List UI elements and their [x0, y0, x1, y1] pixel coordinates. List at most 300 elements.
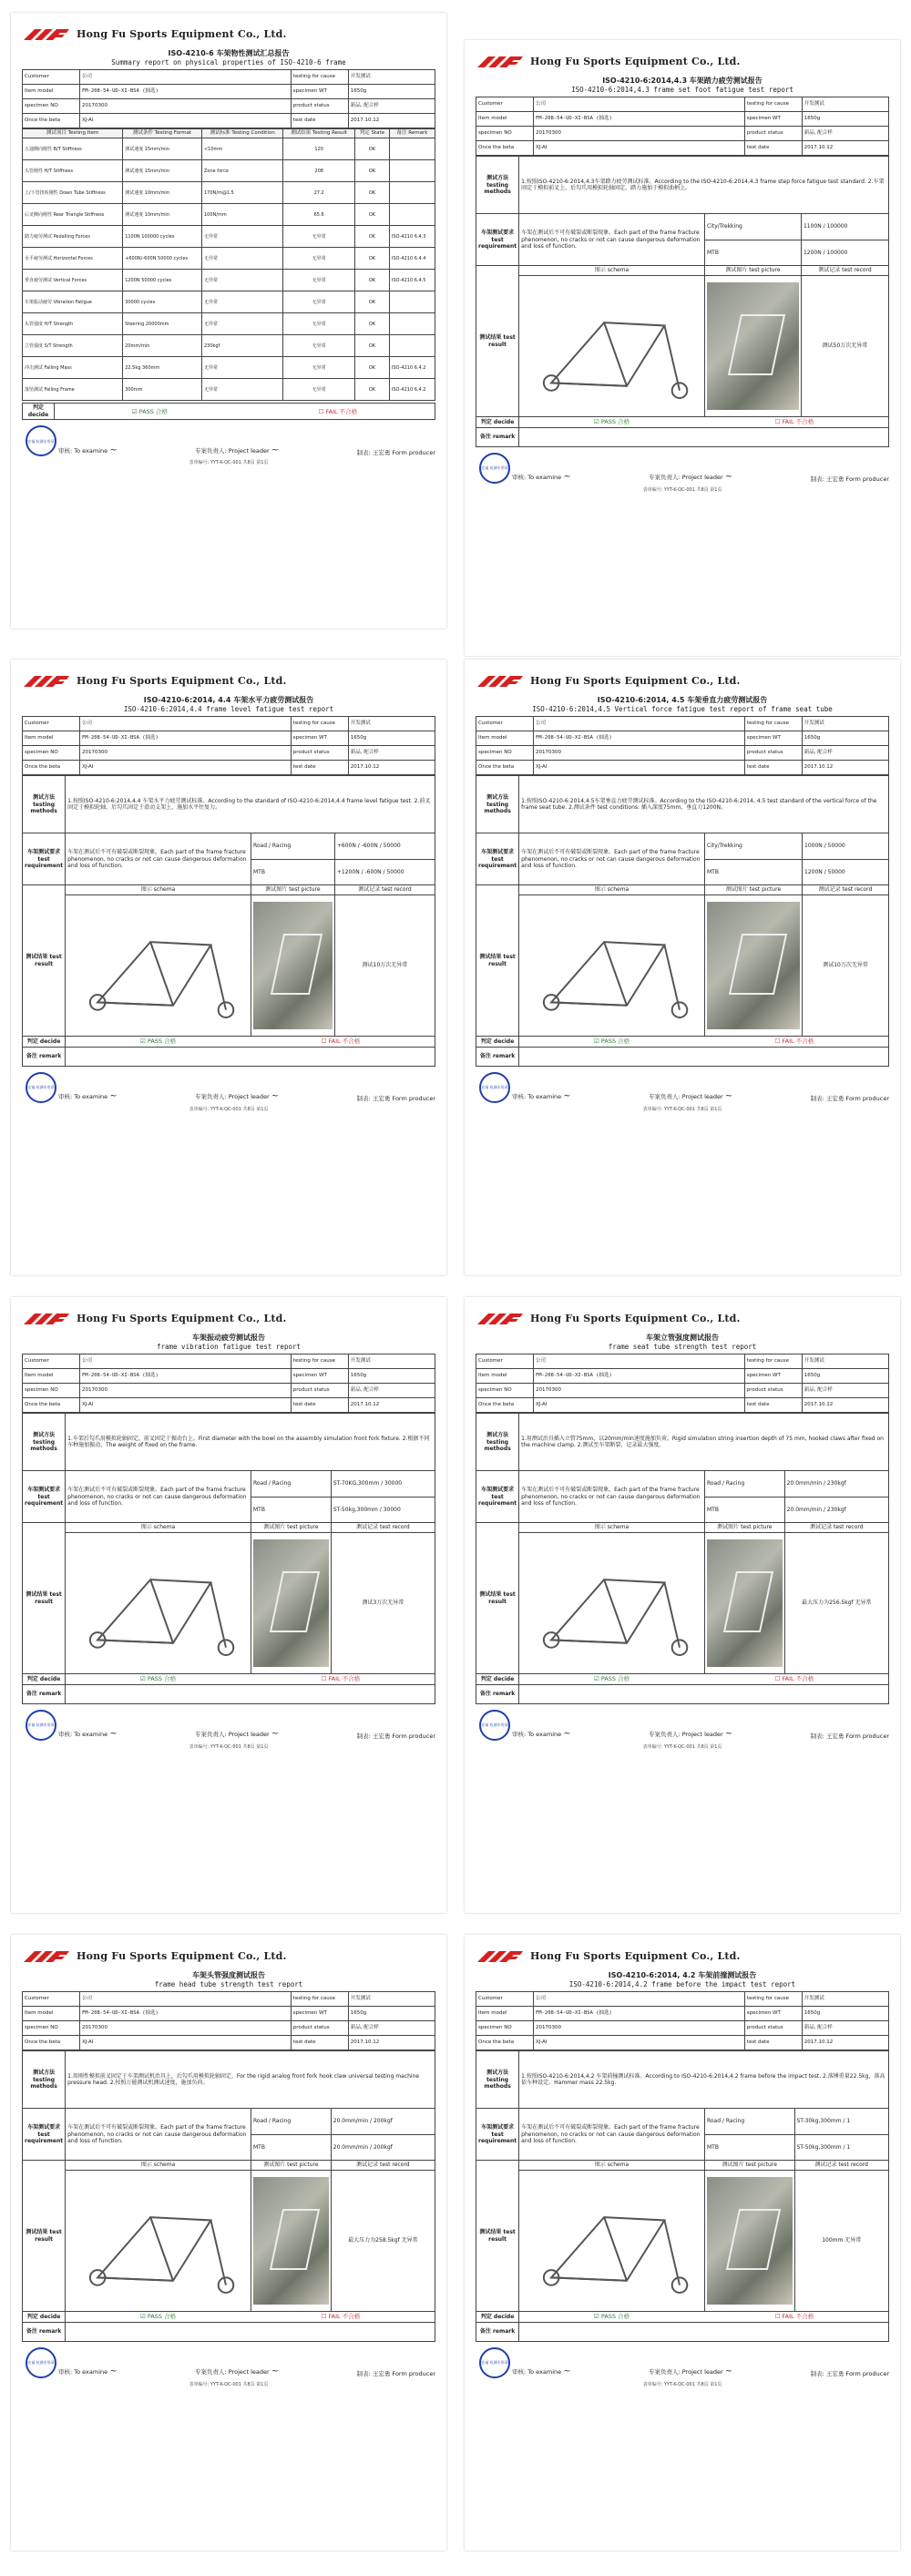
- report-title-cn: ISO-4210-6:2014, 4.2 车架前撞测试报告: [608, 1971, 757, 1979]
- methods-label: 测试方法 testing methods: [30, 794, 57, 815]
- model-value: FM-208-54-UD-XI-BSA (抽选): [536, 735, 612, 741]
- report-sheet-3: [11, 659, 446, 1275]
- pass-label: PASS 合格: [600, 1675, 630, 1683]
- requirement-text: 车架在测试后不可有破裂或断裂现象。Each part of the frame fracture phenomenon, no cracks or not can cause dangerous deformation and loss of function.: [521, 1487, 701, 1508]
- schema-label: 图示 schema: [594, 886, 630, 894]
- report-title-cn: 车架立管强度测试报告: [646, 1334, 719, 1342]
- form-footer: 表单编号: YYT-K-QC-001 共8页 第1页: [642, 1743, 722, 1750]
- leader-label: 专案负责人: Project leader: [195, 2368, 270, 2376]
- record-load: 1100N: [803, 223, 822, 230]
- record-cycles: 50000: [827, 843, 845, 850]
- record-load: ST-50kg,300mm: [333, 1506, 378, 1513]
- fail-checkbox: ☐ FAIL 不合格: [774, 418, 814, 426]
- summary-cell: 立管强度 S/T Strength: [25, 342, 73, 349]
- no-label: specimen NO: [25, 750, 58, 756]
- fail-label: FAIL 不合格: [328, 1675, 361, 1683]
- summary-cell: OK: [368, 233, 376, 240]
- leader-signature: ~: [271, 1091, 280, 1101]
- stamp-text: 宏福 检测专用章: [481, 1722, 508, 1727]
- report-sheet-6: [465, 1297, 900, 1913]
- summary-cell: 后叉侧向刚性 Rear Triangle Stiffness: [25, 211, 105, 218]
- stamp-text: 宏福 检测专用章: [27, 1085, 55, 1089]
- wt-value: 1650g: [350, 1373, 367, 1379]
- date-label: test date: [746, 145, 770, 151]
- inspection-stamp: [26, 1072, 56, 1103]
- summary-header: 测试标准 Testing Condition: [210, 130, 275, 137]
- fail-label: FAIL 不合格: [782, 2313, 814, 2321]
- report-title-cn: 车架振动疲劳测试报告: [192, 1334, 265, 1342]
- record-cycles: 30000: [383, 1506, 401, 1513]
- test-photo: [707, 902, 800, 1029]
- no-label: specimen NO: [25, 1387, 58, 1394]
- status-label: product status: [746, 130, 783, 137]
- customer-value: 公司: [536, 1358, 547, 1365]
- cause-value: 开发测试: [350, 1996, 371, 2002]
- wt-value: 1650g: [804, 1373, 821, 1379]
- status-label: product status: [292, 1387, 330, 1394]
- remark-label: 备注 remark: [26, 2327, 62, 2335]
- test-photo: [707, 282, 799, 410]
- record-cat: MTB: [252, 2143, 265, 2151]
- require-label: 车架测试要求 test requirement: [25, 2124, 64, 2145]
- report-title-cn: ISO-4210-6:2014, 4.4 车架水平力疲劳测试报告: [143, 696, 314, 704]
- stamp-text: 宏福 检测专用章: [481, 2360, 508, 2365]
- summary-cell: 100N/mm: [203, 211, 227, 218]
- inspection-stamp: [479, 1072, 510, 1103]
- summary-cell: 无异常: [312, 386, 326, 393]
- pass-checkbox: ☑ PASS 合格: [139, 2313, 177, 2321]
- beta-label: Once the beta: [478, 764, 515, 771]
- requirement-text: 车架在测试后不可有破裂或断裂现象。Each part of the frame fracture phenomenon, no cracks or not can cause dangerous deformation and loss of function.: [67, 1487, 247, 1508]
- leader-label: 专案负责人: Project leader: [649, 474, 723, 481]
- methods-label: 测试方法 testing methods: [30, 2070, 57, 2090]
- summary-row: [23, 357, 435, 379]
- record-cycles: 50000: [827, 868, 845, 875]
- status-value: 新品, 配合样: [350, 103, 379, 109]
- examiner-signature: ~: [563, 1091, 571, 1101]
- form-footer: 表单编号: YYT-K-QC-001 共8页 第1页: [642, 2381, 722, 2387]
- model-value: FM-208-54-UD-XI-BSA (抽选): [82, 88, 159, 95]
- require-label: 车架测试要求 test requirement: [25, 849, 64, 870]
- fail-label: FAIL 不合格: [782, 418, 814, 426]
- result-label: 测试结果 test result: [479, 1591, 516, 1605]
- examine-label: 审核: To examine: [58, 2368, 108, 2376]
- report-title-en: frame head tube strength test report: [154, 1980, 303, 1988]
- no-value: 20170300: [536, 130, 561, 137]
- summary-cell: 120: [314, 146, 323, 152]
- summary-row: [23, 204, 435, 226]
- signature-block: [22, 2347, 435, 2378]
- beta-label: Once the beta: [25, 1402, 61, 1408]
- report-title-en: frame seat tube strength test report: [608, 1343, 757, 1351]
- summary-cell: Steering 20000mm: [125, 321, 169, 327]
- record-cycles: 100000: [826, 223, 848, 230]
- beta-label: Once the beta: [25, 2039, 61, 2046]
- status-value: 新品, 配合样: [804, 130, 833, 137]
- signature-block: [476, 2347, 889, 2378]
- form-footer: 表单编号: YYT-K-QC-001 共8页 第1页: [189, 1743, 269, 1750]
- decide-label: 判定 decide: [26, 1675, 61, 1682]
- signature-block: [476, 1710, 889, 1741]
- no-value: 20170300: [536, 2025, 561, 2031]
- schema-label: 图示 schema: [594, 2162, 630, 2169]
- frame-schema-drawing: [67, 1534, 249, 1671]
- summary-cell: 208: [314, 168, 323, 174]
- stamp-text: 宏福 检测专用章: [27, 1722, 55, 1727]
- summary-header: 备注 Remark: [396, 130, 428, 137]
- summary-cell: OK: [368, 321, 376, 327]
- date-value: 2017.10.12: [350, 118, 380, 124]
- summary-cell: 测试速度 10mm/min: [125, 211, 169, 218]
- producer-label: 制表: 王宏勇 Form producer: [356, 1095, 435, 1103]
- summary-row: [23, 138, 435, 160]
- status-value: 新品, 配合样: [350, 750, 379, 756]
- decide-label: 判定 decide: [26, 1038, 61, 1045]
- date-label: test date: [292, 118, 316, 124]
- summary-cell: 300mm: [125, 386, 143, 393]
- wt-label: specimen WT: [292, 2010, 327, 2017]
- info-table: [22, 716, 435, 775]
- cause-value: 开发测试: [804, 101, 824, 107]
- customer-value: 公司: [82, 74, 93, 80]
- frame-schema-drawing: [521, 896, 702, 1033]
- examiner-signature: ~: [563, 2366, 571, 2377]
- summary-cell: 22.5kg 360mm: [125, 364, 160, 371]
- require-label: 车架测试要求 test requirement: [478, 2124, 517, 2145]
- report-sheet-5: [11, 1297, 446, 1913]
- no-value: 20170300: [82, 750, 107, 756]
- hf-logo: [476, 1310, 525, 1328]
- record-cat: MTB: [706, 2143, 719, 2151]
- report-title-cn: ISO-4210-6:2014, 4.5 车架垂直力疲劳测试报告: [597, 696, 768, 704]
- model-value: FM-208-54-UD-XI-BSA (抽选): [536, 2010, 612, 2017]
- summary-cell: 20mm/min: [125, 342, 150, 349]
- model-value: FM-208-54-UD-XI-BSA (抽选): [82, 735, 159, 741]
- summary-cell: 无异常: [203, 299, 218, 305]
- info-table: [22, 69, 435, 128]
- leader-signature: ~: [271, 1729, 280, 1739]
- record-label: 测试记录 test record: [356, 1524, 410, 1531]
- hf-logo: [22, 1947, 71, 1966]
- pass-label: PASS 合格: [138, 407, 168, 415]
- require-label: 车架测试要求 test requirement: [478, 230, 517, 250]
- report-title-cn: ISO-4210-6 车架物性测试汇总报告: [168, 49, 290, 57]
- summary-cell: 无异常: [312, 233, 326, 240]
- record-cycles: 230kgf: [826, 1506, 846, 1513]
- wt-value: 1650g: [350, 88, 367, 95]
- record-cycles: 30000: [384, 1480, 403, 1487]
- methods-label: 测试方法 testing methods: [484, 2070, 511, 2090]
- record-load: 1000N: [804, 843, 823, 850]
- picture-label: 测试图片 test picture: [263, 2162, 319, 2169]
- leader-signature: ~: [271, 445, 280, 455]
- summary-cell: 无异常: [203, 255, 218, 261]
- fail-label: FAIL 不合格: [328, 1038, 361, 1046]
- method-text: 1.按照ISO-4210-6:2014,4.2 车架前撞测试标准。According to ISO-4210-6:2014,4.2 frame before the impact test. 2.落锤重量22.5kg，落高依车种设定。Hammer mass 22.5kg.: [521, 2072, 885, 2087]
- record-load: ST-30kg,300mm: [796, 2118, 842, 2125]
- summary-header: 判定 State: [359, 130, 385, 137]
- beta-value: XJ-AI: [82, 2039, 94, 2046]
- cause-value: 开发测试: [804, 721, 824, 727]
- summary-cell: 落坠测试 Falling Frame: [25, 386, 75, 393]
- examine-label: 审核: To examine: [512, 1731, 562, 1738]
- result-label: 测试结果 test result: [479, 954, 516, 967]
- producer-label: 制表: 王宏勇 Form producer: [810, 1095, 889, 1103]
- decide-label: 判定 decide: [480, 1038, 515, 1045]
- record-cycles: 1: [846, 2143, 851, 2151]
- test-photo: [707, 1539, 783, 1667]
- inspection-stamp: [479, 453, 510, 484]
- summary-cell: 头管刚性 H/T Stiffness: [25, 168, 74, 174]
- cause-value: 开发测试: [804, 1996, 824, 2002]
- hf-logo: [476, 672, 525, 690]
- signature-block: [476, 453, 889, 484]
- record-cat: City/Trekking: [706, 843, 742, 850]
- record-cycles: 200kgf: [373, 2118, 393, 2125]
- record-load: 20.0mm/min: [333, 2143, 369, 2151]
- pass-label: PASS 合格: [147, 2313, 177, 2321]
- date-label: test date: [746, 1402, 770, 1408]
- summary-cell: 踏力疲劳测试 Pedalling Forces: [25, 233, 90, 240]
- record-result-text: 测试10万次无异常: [362, 962, 408, 969]
- picture-label: 测试图片 test picture: [722, 2162, 777, 2169]
- remark-label: 备注 remark: [479, 433, 516, 440]
- no-value: 20170300: [82, 103, 107, 109]
- leader-label: 专案负责人: Project leader: [195, 446, 270, 455]
- result-label: 测试结果 test result: [479, 2229, 516, 2243]
- no-label: specimen NO: [478, 130, 512, 137]
- date-value: 2017.10.12: [804, 764, 834, 771]
- status-label: product status: [746, 750, 783, 756]
- report-title-en: ISO-4210-6:2014,4.5 Vertical force fatigue test report of frame seat tube: [532, 705, 833, 713]
- sheet-header: [22, 1944, 435, 1969]
- date-label: test date: [746, 2039, 770, 2046]
- wt-value: 1650g: [804, 2010, 821, 2017]
- report-title-en: ISO-4210-6:2014,4.3 frame set foot fatigue test report: [571, 86, 793, 94]
- summary-cell: <10mm: [203, 146, 223, 152]
- sheet-header: [22, 1306, 435, 1332]
- record-cat: Road / Racing: [252, 2118, 292, 2125]
- schema-label: 图示 schema: [594, 267, 630, 274]
- summary-cell: 无异常: [203, 277, 218, 283]
- report-title-cn: 车架头管强度测试报告: [192, 1971, 265, 1979]
- hf-logo: [22, 1310, 71, 1328]
- fail-label: FAIL 不合格: [782, 1675, 814, 1683]
- summary-cell: OK: [368, 211, 376, 218]
- pass-checkbox: ☑ PASS 合格: [593, 418, 630, 426]
- methods-label: 测试方法 testing methods: [484, 175, 511, 196]
- summary-cell: 170N/m@1.5: [203, 189, 234, 196]
- test-body-table: 测试方法 testing methods 1.按照ISO-4210-6:2014,4.2 车架前撞测试标准。According to ISO-4210-6:2014,4.2 frame before the impact test. 2.落锤重量22.5kg，落高依车种设定。Hammer mass 22.5kg. 车架测试要求 test requirement 车架在测试后不可有破裂或断裂现象。Each part of the frame fracture phenomenon, no cracks or not can cause dangerous deformation and loss of function. Road / Racing ST-30kg,300mm / 1 MTB ST-50kg,300mm / 1 测试结果 test result 图示 schema 测试图片 test picture 测试记录 test record 100mm 无异常 判定 decide ☑ PASS 合格 ☐ FAIL 不合格 备注 remark: [476, 2050, 889, 2341]
- producer-label: 制表: 王宏勇 Form producer: [810, 475, 889, 484]
- require-label: 车架测试要求 test requirement: [478, 1487, 517, 1508]
- summary-row: [23, 379, 435, 401]
- test-body-table: 测试方法 testing methods 1.用测试治具插入立管75mm，以20mm/min速度施加负荷。Rigid simulation string insertion depth of 75 mm, hooked claws after fixed on the machine clamp. 2.测试至车架断裂，记录最大强度。 车架测试要求 test requirement 车架在测试后不可有破裂或断裂现象。Each part of the frame fracture phenomenon, no cracks or not can cause dangerous deformation and loss of function. Road / Racing 20.0mm/min / 230kgf MTB 20.0mm/min / 230kgf 测试结果 test result 图示 schema 测试图片 test picture 测试记录 test record 最大压力为256.5kgf 无异常 判定 decide ☑ PASS 合格 ☐ FAIL 不合格 备注 remark: [476, 1413, 889, 1703]
- test-photo: [707, 2177, 793, 2305]
- beta-value: XJ-AI: [82, 764, 94, 771]
- no-label: specimen NO: [478, 1387, 512, 1394]
- remark-label: 备注 remark: [479, 2327, 516, 2335]
- summary-row: [23, 248, 435, 270]
- fail-checkbox: ☐ FAIL 不合格: [321, 1038, 361, 1046]
- date-value: 2017.10.12: [350, 764, 380, 771]
- require-label: 车架测试要求 test requirement: [478, 849, 517, 870]
- pass-checkbox: ☑ PASS 合格: [593, 2313, 630, 2321]
- summary-row: [23, 313, 435, 335]
- pass-checkbox: ☑ PASS 合格: [593, 1675, 630, 1683]
- frame-schema-drawing: [67, 2172, 249, 2308]
- no-label: specimen NO: [25, 2025, 58, 2031]
- cause-label: testing for cause: [746, 1358, 790, 1365]
- date-label: test date: [292, 764, 316, 771]
- date-value: 2017.10.12: [804, 2039, 834, 2046]
- examiner-signature: ~: [109, 1729, 118, 1739]
- record-label: 测试记录 test record: [356, 2162, 410, 2169]
- beta-label: Once the beta: [478, 1402, 515, 1408]
- record-result-text: 测试10万次无异常: [823, 962, 868, 969]
- method-text: 1.用刚性模拟前叉固定于车架测试机治具上，后勾爪用模拟轮轴固定。For the rigid analog front fork hook claw universal testing machine pressure head. 2.按照万能测试机测试速度，施加负荷。: [67, 2072, 420, 2087]
- requirement-text: 车架在测试后不可有破裂或断裂现象。Each part of the frame fracture phenomenon, no cracks or not can cause dangerous deformation and loss of function.: [67, 849, 247, 870]
- cause-label: testing for cause: [292, 1358, 336, 1365]
- summary-cell: 头管强度 H/T Strength: [25, 321, 74, 327]
- record-load: ST-50kg,300mm: [796, 2143, 842, 2151]
- beta-value: XJ-AI: [536, 2039, 548, 2046]
- date-value: 2017.10.12: [350, 1402, 380, 1408]
- stamp-text: 宏福 检测专用章: [27, 438, 55, 444]
- examine-label: 审核: To examine: [58, 446, 108, 455]
- pass-checkbox: ☑ PASS 合格: [131, 407, 168, 415]
- sheet-header: [476, 669, 889, 694]
- status-value: 新品, 配合样: [804, 2025, 833, 2031]
- customer-label: Customer: [478, 721, 503, 727]
- wt-label: specimen WT: [746, 735, 781, 741]
- record-load: 20.0mm/min: [786, 1480, 823, 1487]
- record-cycles: 1: [846, 2118, 851, 2125]
- result-label: 测试结果 test result: [26, 2229, 62, 2243]
- record-cat: MTB: [706, 868, 719, 875]
- wt-label: specimen WT: [292, 1373, 327, 1379]
- summary-cell: ISO-4210 6.4.2: [391, 386, 426, 393]
- model-value: FM-208-54-UD-XI-BSA (抽选): [536, 116, 612, 122]
- examiner-signature: ~: [109, 2366, 118, 2377]
- stamp-text: 宏福 检测专用章: [27, 2360, 55, 2365]
- producer-label: 制表: 王宏勇 Form producer: [356, 2370, 435, 2378]
- leader-signature: ~: [724, 1729, 733, 1739]
- pass-label: PASS 合格: [147, 1675, 177, 1683]
- record-cycles: 100000: [826, 249, 848, 256]
- producer-label: 制表: 王宏勇 Form producer: [356, 1733, 435, 1741]
- hf-logo: [22, 26, 71, 44]
- leader-signature: ~: [724, 2366, 733, 2377]
- date-label: test date: [746, 764, 770, 771]
- leader-signature: ~: [271, 2366, 280, 2377]
- model-label: Item model: [478, 2010, 507, 2017]
- customer-label: Customer: [25, 1996, 49, 2002]
- record-label: 测试记录 test record: [810, 1524, 864, 1531]
- record-load: ST-70KG,300mm: [333, 1480, 380, 1487]
- form-footer: 表单编号: YYT-K-QC-001 共8页 第1页: [642, 486, 722, 493]
- customer-label: Customer: [25, 1358, 49, 1365]
- test-photo: [253, 902, 333, 1029]
- record-label: 测试记录 test record: [814, 2162, 868, 2169]
- form-footer: 表单编号: YYT-K-QC-001 共8页 第1页: [642, 1106, 722, 1112]
- summary-row: [23, 270, 435, 291]
- record-load: +1200N / -600N: [336, 868, 382, 875]
- record-cat: MTB: [706, 249, 719, 256]
- fail-label: FAIL 不合格: [782, 1038, 814, 1046]
- test-body-table: 测试方法 testing methods 1.按照ISO-4210-6:2014,4.3车架踏力疲劳测试标准。According to the ISO-4210-6:2014,4.3 frame step force fatigue test standard. 2.车架固定于模拟前叉上，后勾爪用模拟轮轴固定，踏力施加于模拟曲柄上。 车架测试要求 test requirement 车架在测试后不可有破裂或断裂现象。Each part of the frame fracture phenomenon, no cracks or not can cause dangerous deformation and loss of function. City/Trekking 1100N / 100000 MTB 1200N / 100000 测试结果 test result 图示 schema 测试图片 test picture 测试记录 test record 测试50万次无异常 判定 decide ☑ PASS 合格 ☐ FAIL 不合格 备注 remark: [476, 156, 889, 446]
- leader-signature: ~: [724, 472, 733, 482]
- producer-label: 制表: 王宏勇 Form producer: [810, 2370, 889, 2378]
- wt-label: specimen WT: [292, 88, 327, 95]
- summary-table: [22, 128, 435, 401]
- remark-label: 备注 remark: [26, 1052, 62, 1059]
- leader-label: 专案负责人: Project leader: [649, 2368, 723, 2376]
- summary-cell: 无异常: [312, 299, 326, 305]
- summary-cell: 无异常: [312, 321, 326, 327]
- cause-label: testing for cause: [746, 1996, 790, 2002]
- requirement-text: 车架在测试后不可有破裂或断裂现象。Each part of the frame fracture phenomenon, no cracks or not can cause dangerous deformation and loss of function.: [521, 230, 701, 250]
- summary-cell: 无异常: [203, 233, 218, 240]
- record-label: 测试记录 test record: [818, 267, 872, 274]
- fail-label: FAIL 不合格: [325, 407, 358, 415]
- inspection-stamp: [26, 2347, 56, 2378]
- record-result-text: 测试50万次无异常: [822, 342, 868, 350]
- record-load: 1200N: [804, 868, 823, 875]
- company-name: Hong Fu Sports Equipment Co., Ltd.: [530, 1950, 741, 1963]
- no-value: 20170300: [536, 1387, 561, 1394]
- cause-label: testing for cause: [292, 1996, 336, 2002]
- cause-label: testing for cause: [292, 721, 336, 727]
- pass-label: PASS 合格: [600, 418, 630, 426]
- record-cycles: 200kgf: [373, 2143, 393, 2151]
- summary-cell: +600N/-600N 50000 cycles: [125, 255, 189, 261]
- method-text: 1.按照ISO-4210-6:2014,4.4 车架水平力疲劳测试标准。According to the standard of ISO-4210-6:2014,4.4 frame level fatigue test. 2.前叉固定于模拟轮轴，后勾爪固定于滑动支架上，施加水平往复力。: [67, 797, 431, 812]
- signature-block: [22, 425, 435, 456]
- customer-value: 公司: [536, 1996, 547, 2002]
- examiner-signature: ~: [563, 472, 571, 482]
- report-sheet-1: [11, 13, 446, 629]
- beta-value: XJ-AI: [536, 764, 548, 771]
- status-value: 新品, 配合样: [350, 1387, 379, 1394]
- inspection-stamp: [26, 1710, 56, 1741]
- beta-value: XJ-AI: [82, 118, 94, 124]
- method-text: 1.按照ISO-4210-6:2014,4.5车架垂直力疲劳测试标准。According to the ISO-4210-6:2014, 4.5 test standard of the vertical force of the frame seat tube. 2.测试条件 test conditions: 插入深度75mm，垂直力1200N。: [521, 797, 877, 812]
- summary-cell: ISO-4210 6.4.5: [391, 277, 426, 283]
- examiner-signature: ~: [563, 1729, 571, 1739]
- model-label: Item model: [478, 1373, 507, 1379]
- summary-cell: ISO-4210 6.4.2: [391, 364, 426, 371]
- company-name: Hong Fu Sports Equipment Co., Ltd.: [530, 56, 741, 68]
- summary-cell: 五通侧向刚性 B/T Stiffness: [25, 146, 82, 152]
- company-name: Hong Fu Sports Equipment Co., Ltd.: [530, 1313, 741, 1325]
- record-label: 测试记录 test record: [818, 886, 873, 894]
- frame-schema-drawing: [521, 1534, 702, 1671]
- summary-cell: 测试速度 15mm/min: [125, 168, 169, 174]
- company-name: Hong Fu Sports Equipment Co., Ltd.: [77, 1950, 287, 1963]
- pass-label: PASS 合格: [600, 1038, 630, 1046]
- model-value: FM-208-54-UD-XI-BSA (抽选): [82, 1373, 159, 1379]
- requirement-text: 车架在测试后不可有破裂或断裂现象。Each part of the frame fracture phenomenon, no cracks or not can cause dangerous deformation and loss of function.: [521, 849, 701, 870]
- summary-header: 测试项目 Testing Item: [46, 130, 99, 137]
- report-title-en: frame vibration fatigue test report: [156, 1343, 302, 1351]
- schema-label: 图示 schema: [140, 886, 176, 894]
- examine-label: 审核: To examine: [512, 2368, 562, 2376]
- info-table: [476, 97, 889, 156]
- model-label: Item model: [478, 116, 507, 122]
- signature-block: [476, 1072, 889, 1103]
- record-cycles: 50000: [386, 868, 404, 875]
